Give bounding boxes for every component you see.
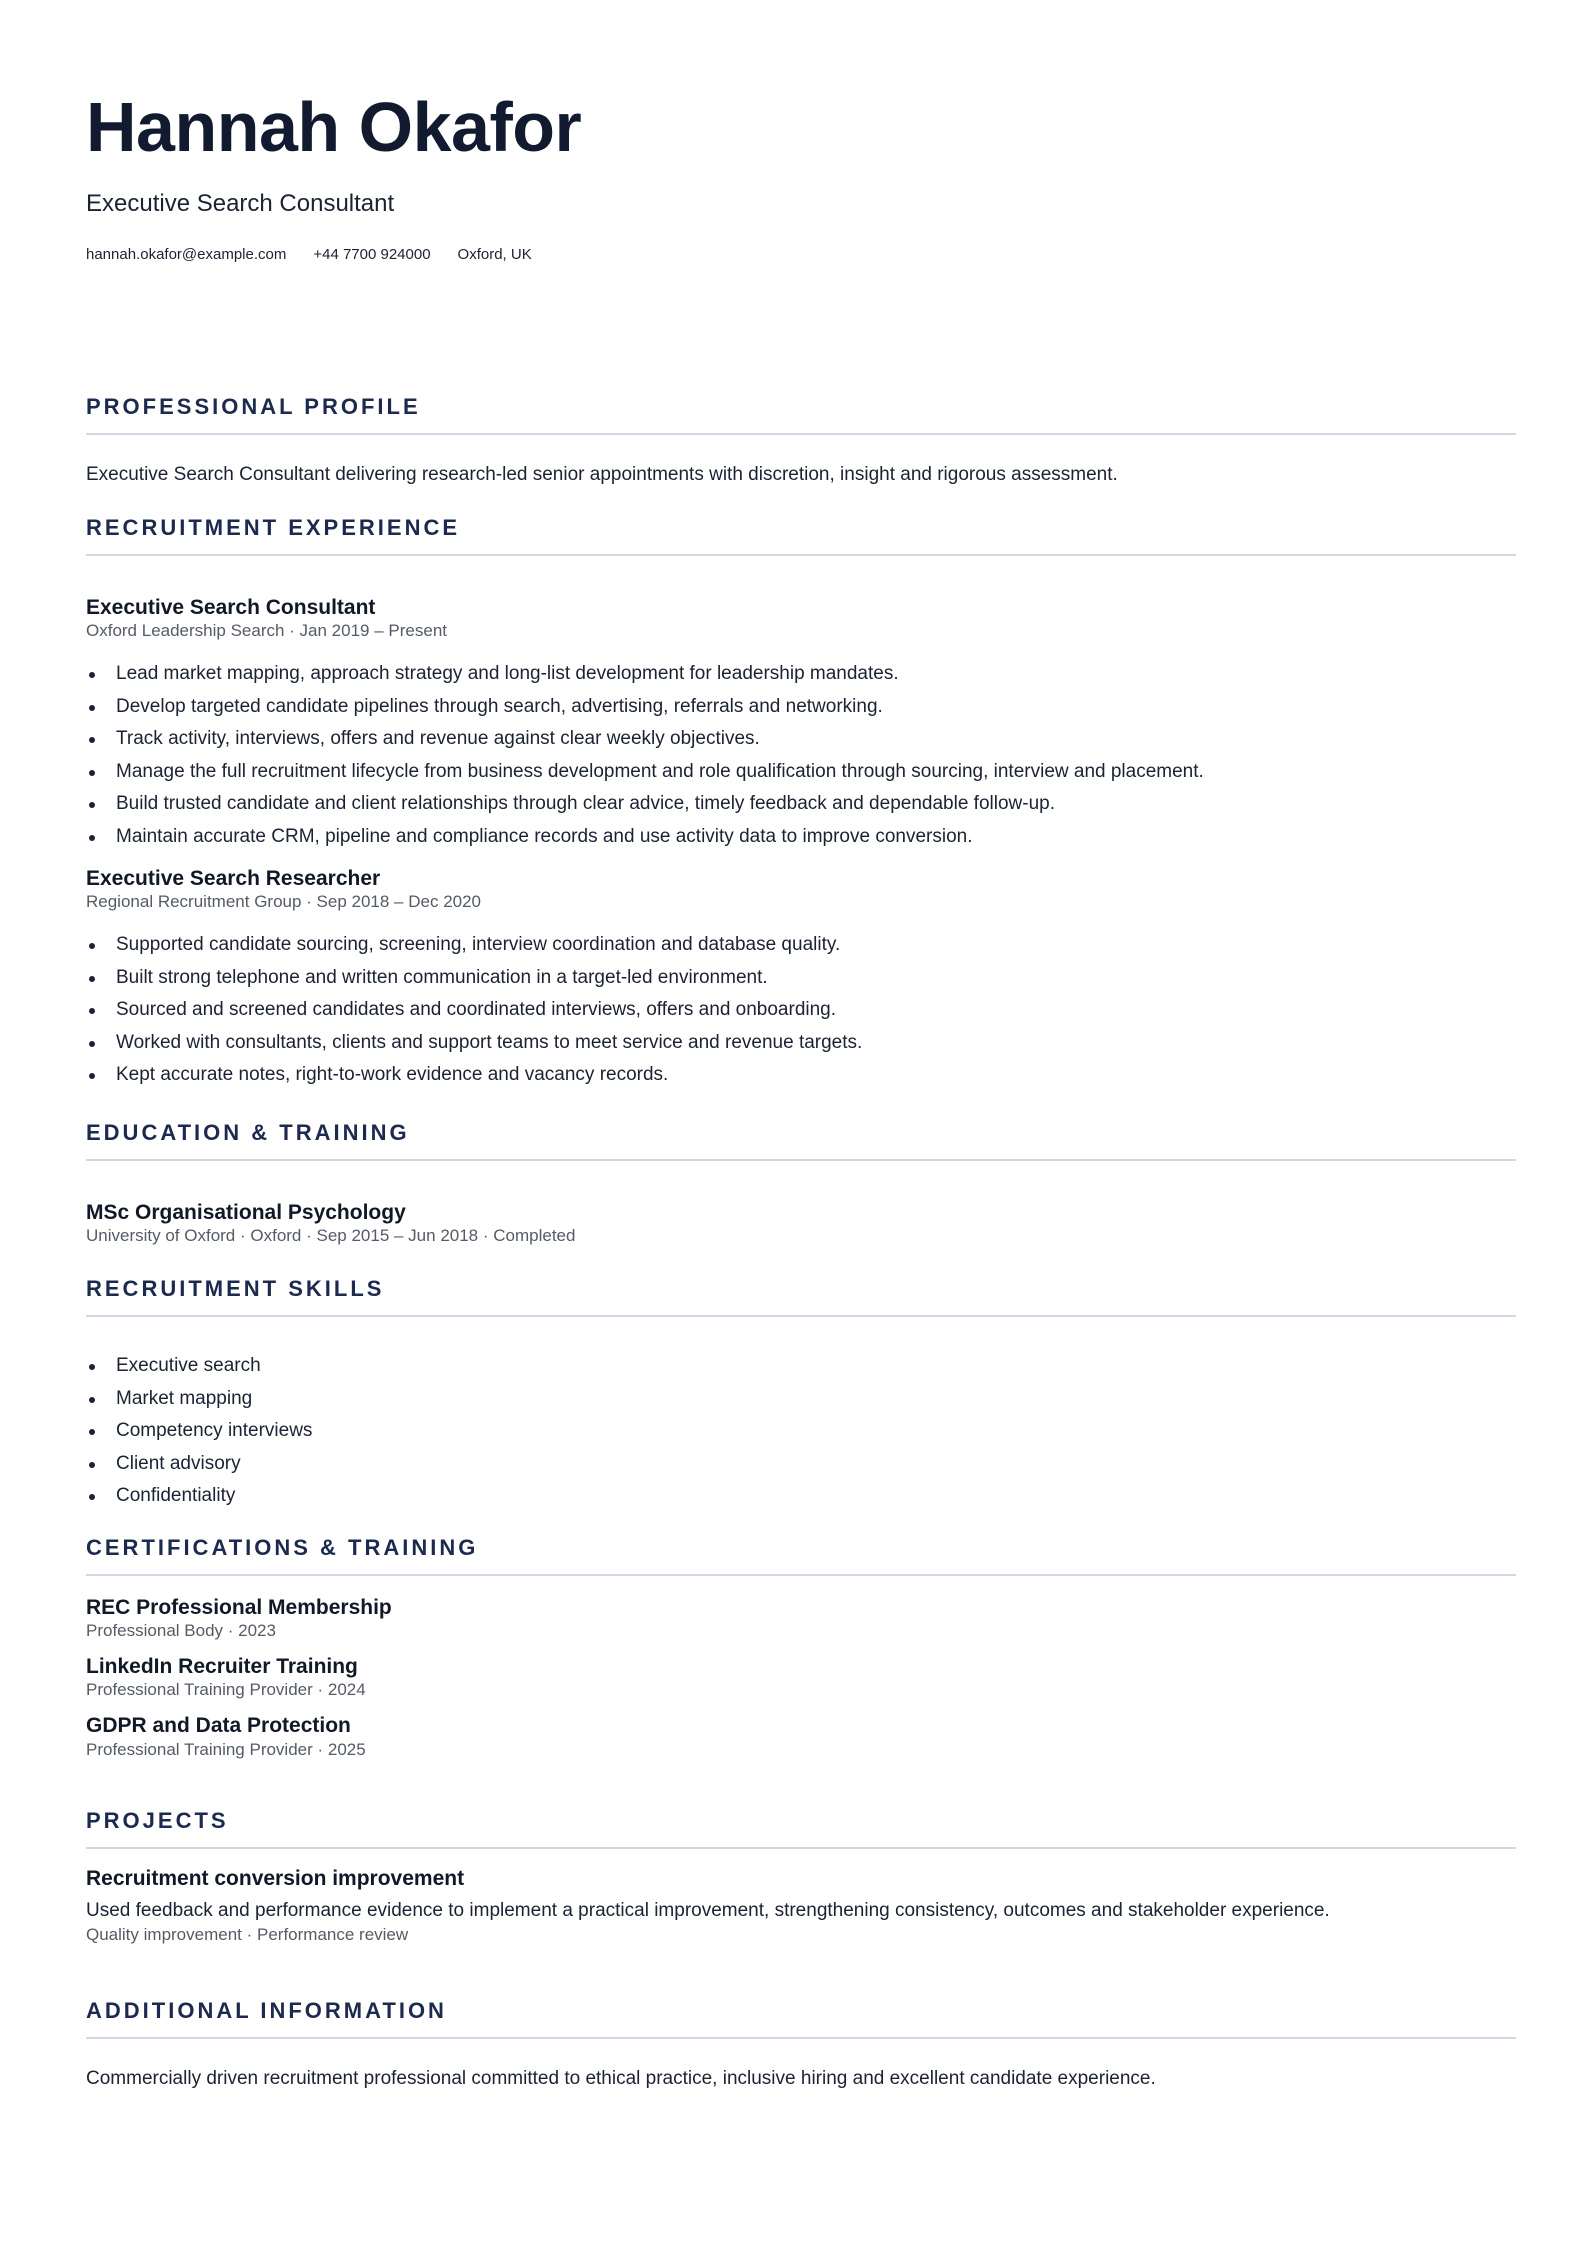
list-item: Track activity, interviews, offers and revenue against clear weekly objectives. [86, 723, 1516, 756]
section-divider [86, 433, 1516, 435]
job-bullets [86, 658, 1516, 853]
certification-meta: Professional Training Provider · 2025 [86, 1739, 366, 1759]
job-entry [86, 596, 1516, 853]
degree-name: MSc Organisational Psychology [86, 1201, 406, 1224]
section-title-projects: PROJECTS [86, 1808, 229, 1833]
skill-item: Client advisory [86, 1448, 1516, 1481]
skill-item: Executive search [86, 1350, 1516, 1383]
job-meta: Oxford Leadership Search · Jan 2019 – Present [86, 621, 447, 641]
certification-entry [86, 1655, 1516, 1701]
section-title-experience: RECRUITMENT EXPERIENCE [86, 515, 461, 540]
section-divider [86, 554, 1516, 556]
section-divider [86, 1847, 1516, 1849]
section-title-additional: ADDITIONAL INFORMATION [86, 1998, 447, 2023]
certification-name: REC Professional Membership [86, 1596, 392, 1619]
projects-section [86, 1810, 1516, 1946]
contact-row [86, 246, 532, 263]
section-title-skills: RECRUITMENT SKILLS [86, 1276, 385, 1301]
list-item: Supported candidate sourcing, screening, interview coordination and database quality. [86, 929, 1516, 962]
list-item: Kept accurate notes, right-to-work evidence and vacancy records. [86, 1059, 1516, 1092]
project-tags: Quality improvement · Performance review [86, 1924, 409, 1944]
list-item: Lead market mapping, approach strategy and long-list development for leadership mandates. [86, 658, 1516, 691]
list-item: Maintain accurate CRM, pipeline and compliance records and use activity data to improve conversion. [86, 821, 1516, 854]
contact-email[interactable]: hannah.okafor@example.com [86, 246, 287, 263]
skills-list [86, 1350, 1516, 1513]
list-item: Worked with consultants, clients and support teams to meet service and revenue targets. [86, 1027, 1516, 1060]
job-role: Executive Search Consultant [86, 596, 376, 619]
education-entry [86, 1201, 1516, 1247]
experience-section [86, 517, 1516, 1092]
section-title-certifications: CERTIFICATIONS & TRAINING [86, 1535, 479, 1560]
certification-meta: Professional Body · 2023 [86, 1621, 276, 1641]
section-title-profile: PROFESSIONAL PROFILE [86, 394, 421, 419]
profile-summary: Executive Search Consultant delivering research-led senior appointments with discretion, insight and rigorous assessment. [86, 464, 1118, 485]
job-role: Executive Search Researcher [86, 867, 381, 891]
job-meta: Regional Recruitment Group · Sep 2018 – Dec 2020 [86, 892, 482, 912]
contact-location: Oxford, UK [457, 246, 532, 263]
job-bullets [86, 929, 1516, 1092]
degree-meta: University of Oxford · Oxford · Sep 2015 – Jun 2018 · Completed [86, 1226, 576, 1246]
certification-entry [86, 1714, 1516, 1760]
certification-name: GDPR and Data Protection [86, 1714, 351, 1738]
section-title-education: EDUCATION & TRAINING [86, 1120, 410, 1145]
project-entry [86, 1867, 1516, 1946]
section-divider [86, 1574, 1516, 1576]
certification-name: LinkedIn Recruiter Training [86, 1655, 358, 1679]
education-section [86, 1122, 1516, 1247]
section-divider [86, 2037, 1516, 2039]
certification-meta: Professional Training Provider · 2024 [86, 1680, 366, 1700]
list-item: Develop targeted candidate pipelines through search, advertising, referrals and networking. [86, 691, 1516, 724]
certifications-section [86, 1537, 1516, 1761]
candidate-name: Hannah Okafor [86, 88, 582, 166]
list-item: Manage the full recruitment lifecycle from business development and role qualification through sourcing, interview and placement. [86, 756, 1516, 789]
profile-section [86, 396, 1516, 488]
skills-section [86, 1278, 1516, 1513]
skill-item: Competency interviews [86, 1415, 1516, 1448]
section-divider [86, 1315, 1516, 1317]
list-item: Built strong telephone and written communication in a target-led environment. [86, 962, 1516, 995]
certification-entry [86, 1596, 1516, 1642]
project-description: Used feedback and performance evidence to implement a practical improvement, strengthening consistency, outcomes and stakeholder experience. [86, 1900, 1330, 1922]
contact-phone[interactable]: +44 7700 924000 [313, 246, 431, 263]
list-item: Sourced and screened candidates and coordinated interviews, offers and onboarding. [86, 994, 1516, 1027]
candidate-headline: Executive Search Consultant [86, 190, 395, 217]
additional-section [86, 2000, 1516, 2092]
skill-item: Confidentiality [86, 1480, 1516, 1513]
project-name: Recruitment conversion improvement [86, 1867, 465, 1890]
job-entry [86, 867, 1516, 1092]
list-item: Build trusted candidate and client relationships through clear advice, timely feedback and dependable follow-up. [86, 788, 1516, 821]
skill-item: Market mapping [86, 1383, 1516, 1416]
additional-text: Commercially driven recruitment professional committed to ethical practice, inclusive hiring and excellent candidate experience. [86, 2068, 1156, 2089]
section-divider [86, 1159, 1516, 1161]
